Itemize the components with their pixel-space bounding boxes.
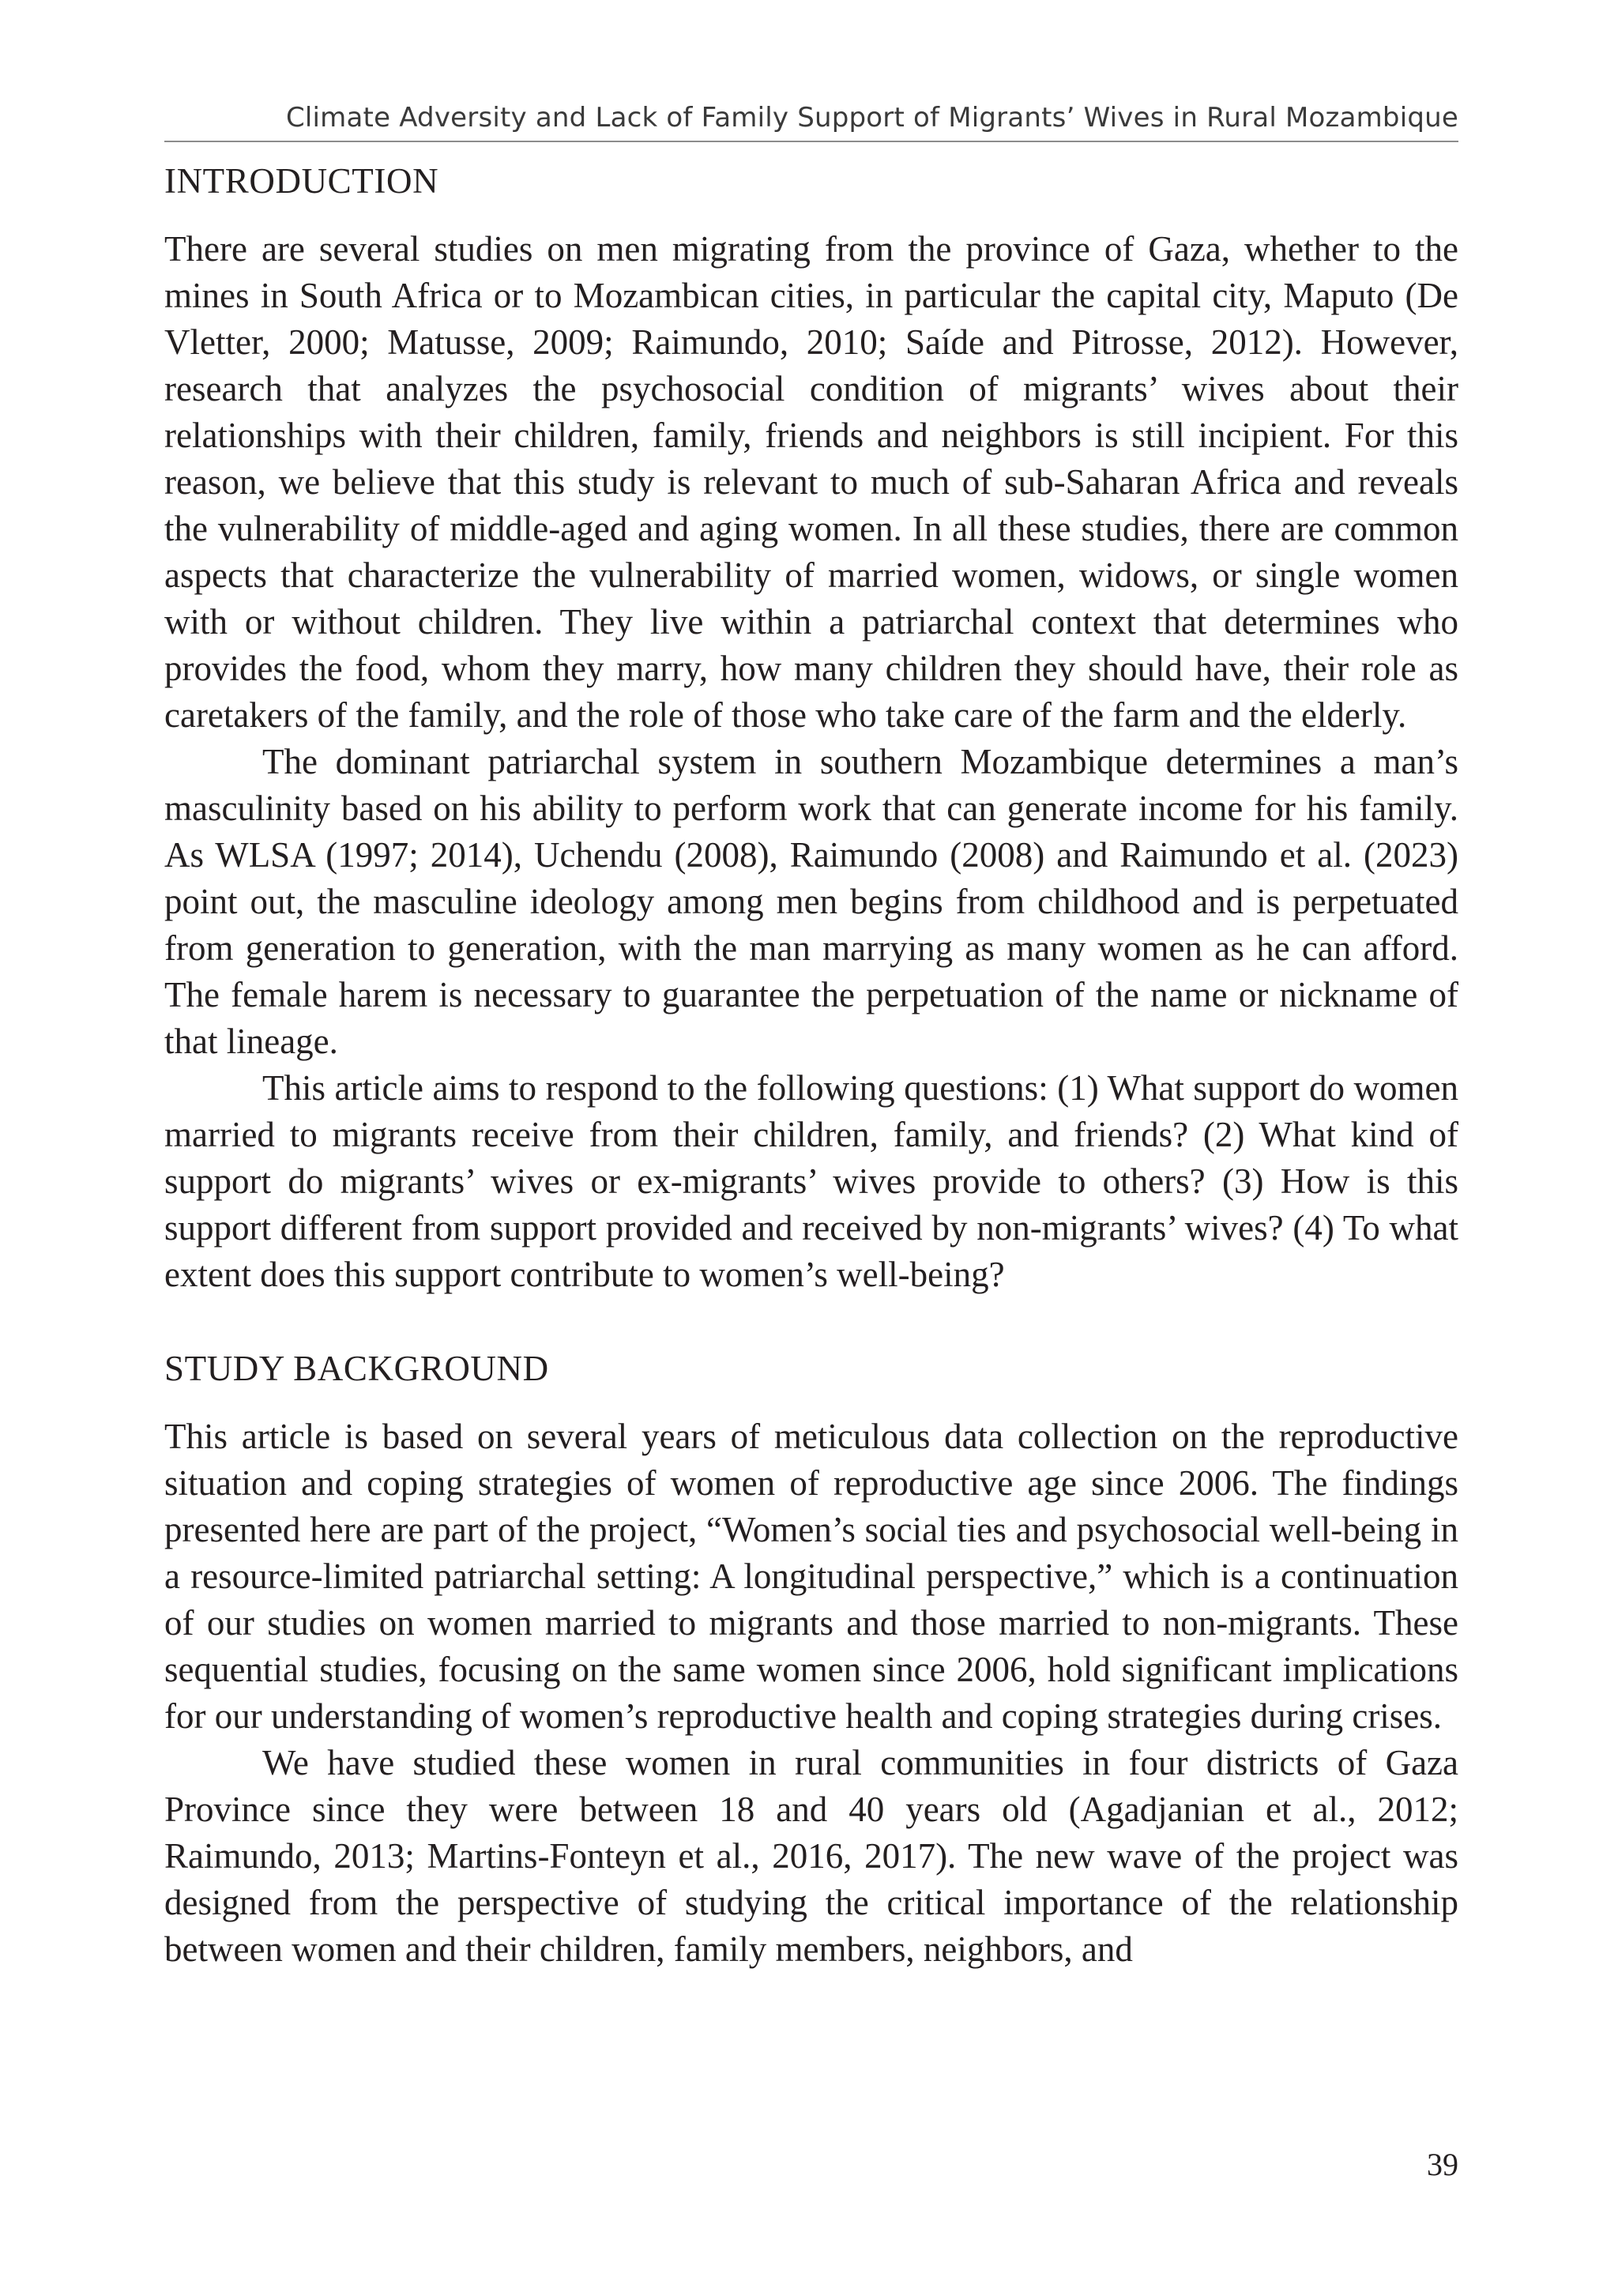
body-paragraph: This article aims to respond to the following questions: (1) What support do women married to migrants receive from their children, family, and friends? (2) What kind of support do migrants’ wives or ex-migrants’ wives provide to others? (3) How is this support different from support provided and received by non-migrants’ wives? (4) To what extent does this support contribute to women’s well-being? <box>164 1068 1458 1294</box>
body-paragraph: The dominant patriarchal system in southern Mozambique determines a man’s masculinity based on his ability to perform work that can generate income for his family. As WLSA (1997; 2014), Uchendu (2008), Raimundo (2008) and Raimundo et al. (2023) point out, the masculine ideology among men begins from childhood and is perpetuated from generation to generation, with the man marrying as many women as he can afford. The female harem is necessary to guarantee the perpetuation of the name or nickname of that lineage. <box>164 742 1458 1061</box>
page-number: 39 <box>1427 2147 1458 2182</box>
article-body <box>164 156 1458 1973</box>
section-heading-introduction: INTRODUCTION <box>164 161 439 201</box>
section-heading-study-background: STUDY BACKGROUND <box>164 1349 549 1388</box>
body-paragraph: This article is based on several years of meticulous data collection on the reproductive situation and coping strategies of women of reproductive age since 2006. The findings presented here are part of the project, “Women’s social ties and psychosocial well-being in a resource-limited patriarchal setting: A longitudinal perspective,” which is a continuation of our studies on women married to migrants and those married to non-migrants. These sequential studies, focusing on the same women since 2006, hold significant implications for our understanding of women’s reproductive health and coping strategies during crises. <box>164 1417 1458 1736</box>
running-header: Climate Adversity and Lack of Family Support of Migrants’ Wives in Rural Mozambique <box>164 93 1458 142</box>
body-paragraph: There are several studies on men migrating from the province of Gaza, whether to the mines in South Africa or to Mozambican cities, in particular the capital city, Maputo (De Vletter, 2000; Matusse, 2009; Raimundo, 2010; Saíde and Pitrosse, 2012). However, research that analyzes the psychosocial condition of migrants’ wives about their relationships with their children, family, friends and neighbors is still incipient. For this reason, we believe that this study is relevant to much of sub-Saharan Africa and reveals the vulnerability of middle-aged and aging women. In all these studies, there are common aspects that characterize the vulnerability of married women, widows, or single women with or without children. They live within a patriarchal context that determines who provides the food, whom they marry, how many children they should have, their role as caretakers of the family, and the role of those who take care of the farm and the elderly. <box>164 229 1458 735</box>
body-paragraph: We have studied these women in rural communities in four districts of Gaza Province since they were between 18 and 40 years old (Agadjanian et al., 2012; Raimundo, 2013; Martins-Fonteyn et al., 2016, 2017). The new wave of the project was designed from the perspective of studying the critical importance of the relationship between women and their children, family members, neighbors, and <box>164 1743 1458 1969</box>
